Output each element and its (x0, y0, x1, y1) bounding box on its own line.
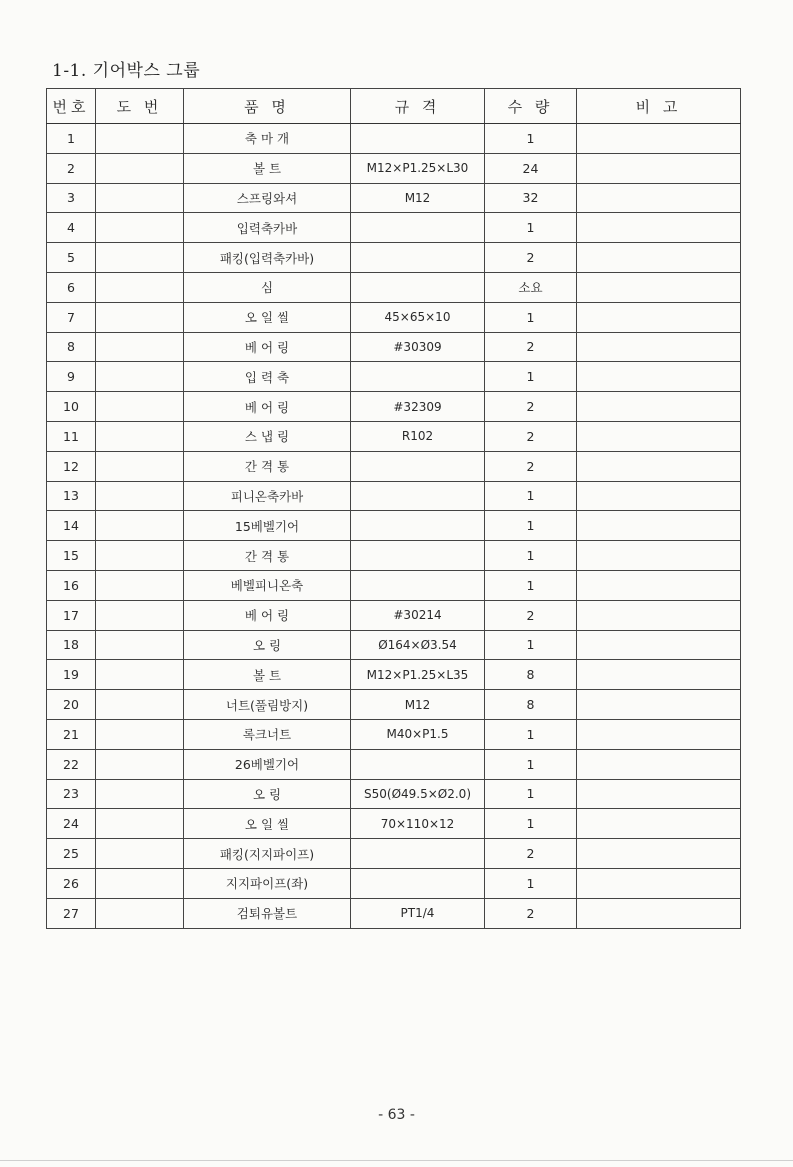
cell-drawing-no (96, 153, 184, 183)
cell-part-name: 간 격 통 (184, 451, 351, 481)
cell-spec (351, 868, 485, 898)
cell-quantity: 1 (485, 749, 577, 779)
table-row (47, 749, 741, 779)
cell-spec: M12 (351, 183, 485, 213)
cell-remarks (577, 451, 741, 481)
cell-drawing-no (96, 779, 184, 809)
cell-part-name: 스 냅 링 (184, 421, 351, 451)
cell-drawing-no (96, 243, 184, 273)
cell-remarks (577, 839, 741, 869)
cell-quantity: 1 (485, 779, 577, 809)
cell-quantity: 8 (485, 690, 577, 720)
cell-part-name: 너트(풀림방지) (184, 690, 351, 720)
cell-number: 24 (47, 809, 96, 839)
cell-number: 19 (47, 660, 96, 690)
cell-spec: #30309 (351, 332, 485, 362)
cell-quantity: 1 (485, 719, 577, 749)
header-spec: 규 격 (351, 89, 485, 124)
table-row (47, 272, 741, 302)
cell-number: 3 (47, 183, 96, 213)
cell-part-name: 26베벨기어 (184, 749, 351, 779)
cell-number: 11 (47, 421, 96, 451)
cell-drawing-no (96, 392, 184, 422)
table-row (47, 124, 741, 154)
cell-spec: #32309 (351, 392, 485, 422)
cell-drawing-no (96, 690, 184, 720)
cell-part-name: 오 링 (184, 779, 351, 809)
cell-part-name: 입 력 축 (184, 362, 351, 392)
table-row (47, 362, 741, 392)
cell-quantity: 1 (485, 362, 577, 392)
cell-number: 15 (47, 541, 96, 571)
cell-drawing-no (96, 481, 184, 511)
table-row (47, 541, 741, 571)
table-row (47, 183, 741, 213)
cell-number: 23 (47, 779, 96, 809)
cell-spec (351, 451, 485, 481)
cell-remarks (577, 511, 741, 541)
header-drawing-no: 도 번 (96, 89, 184, 124)
cell-spec (351, 272, 485, 302)
cell-remarks (577, 481, 741, 511)
cell-number: 12 (47, 451, 96, 481)
cell-part-name: 패킹(지지파이프) (184, 839, 351, 869)
cell-number: 25 (47, 839, 96, 869)
cell-remarks (577, 600, 741, 630)
cell-part-name: 오 링 (184, 630, 351, 660)
cell-quantity: 2 (485, 898, 577, 928)
cell-remarks (577, 272, 741, 302)
cell-remarks (577, 332, 741, 362)
cell-number: 22 (47, 749, 96, 779)
cell-number: 8 (47, 332, 96, 362)
cell-drawing-no (96, 719, 184, 749)
cell-quantity: 1 (485, 124, 577, 154)
cell-spec: PT1/4 (351, 898, 485, 928)
cell-drawing-no (96, 898, 184, 928)
cell-remarks (577, 809, 741, 839)
cell-number: 21 (47, 719, 96, 749)
cell-remarks (577, 124, 741, 154)
cell-number: 17 (47, 600, 96, 630)
cell-spec (351, 541, 485, 571)
cell-part-name: 패킹(입력축카바) (184, 243, 351, 273)
cell-spec: M12×P1.25×L35 (351, 660, 485, 690)
cell-drawing-no (96, 183, 184, 213)
table-row (47, 690, 741, 720)
table-row (47, 302, 741, 332)
cell-part-name: 축 마 개 (184, 124, 351, 154)
table-row (47, 481, 741, 511)
cell-spec (351, 243, 485, 273)
cell-spec (351, 511, 485, 541)
cell-drawing-no (96, 332, 184, 362)
cell-remarks (577, 660, 741, 690)
section-title: 1-1. 기어박스 그룹 (52, 61, 201, 81)
cell-number: 1 (47, 124, 96, 154)
table-row (47, 868, 741, 898)
table-row (47, 570, 741, 600)
cell-drawing-no (96, 451, 184, 481)
cell-part-name: 볼 트 (184, 153, 351, 183)
cell-quantity: 1 (485, 809, 577, 839)
cell-spec (351, 124, 485, 154)
cell-drawing-no (96, 809, 184, 839)
cell-spec (351, 839, 485, 869)
cell-drawing-no (96, 839, 184, 869)
cell-spec (351, 749, 485, 779)
table-row (47, 779, 741, 809)
cell-spec: #30214 (351, 600, 485, 630)
cell-remarks (577, 362, 741, 392)
cell-part-name: 베 어 링 (184, 332, 351, 362)
cell-number: 7 (47, 302, 96, 332)
cell-spec (351, 570, 485, 600)
cell-remarks (577, 243, 741, 273)
header-remarks: 비 고 (577, 89, 741, 124)
cell-part-name: 입력축카바 (184, 213, 351, 243)
cell-spec: M12 (351, 690, 485, 720)
cell-quantity: 2 (485, 243, 577, 273)
cell-remarks (577, 421, 741, 451)
cell-remarks (577, 153, 741, 183)
cell-quantity: 24 (485, 153, 577, 183)
cell-quantity: 1 (485, 570, 577, 600)
header-part-name: 품 명 (184, 89, 351, 124)
table-row (47, 600, 741, 630)
header-quantity: 수 량 (485, 89, 577, 124)
cell-part-name: 베벨피니온축 (184, 570, 351, 600)
cell-remarks (577, 868, 741, 898)
table-row (47, 421, 741, 451)
cell-drawing-no (96, 600, 184, 630)
cell-spec: M12×P1.25×L30 (351, 153, 485, 183)
cell-number: 10 (47, 392, 96, 422)
parts-table (46, 88, 741, 929)
cell-quantity: 1 (485, 213, 577, 243)
cell-remarks (577, 898, 741, 928)
cell-quantity: 32 (485, 183, 577, 213)
cell-remarks (577, 183, 741, 213)
table-row (47, 809, 741, 839)
cell-drawing-no (96, 511, 184, 541)
cell-spec: Ø164×Ø3.54 (351, 630, 485, 660)
table-row (47, 898, 741, 928)
cell-drawing-no (96, 749, 184, 779)
cell-part-name: 지지파이프(좌) (184, 868, 351, 898)
cell-part-name: 검퇴유볼트 (184, 898, 351, 928)
cell-remarks (577, 302, 741, 332)
cell-part-name: 록크너트 (184, 719, 351, 749)
cell-drawing-no (96, 570, 184, 600)
cell-quantity: 2 (485, 451, 577, 481)
cell-remarks (577, 213, 741, 243)
cell-number: 26 (47, 868, 96, 898)
cell-drawing-no (96, 362, 184, 392)
cell-quantity: 2 (485, 600, 577, 630)
cell-drawing-no (96, 630, 184, 660)
cell-drawing-no (96, 213, 184, 243)
cell-remarks (577, 749, 741, 779)
cell-number: 14 (47, 511, 96, 541)
cell-number: 18 (47, 630, 96, 660)
cell-drawing-no (96, 302, 184, 332)
table-row (47, 213, 741, 243)
cell-drawing-no (96, 541, 184, 571)
cell-remarks (577, 630, 741, 660)
table-row (47, 153, 741, 183)
cell-remarks (577, 392, 741, 422)
cell-drawing-no (96, 124, 184, 154)
cell-remarks (577, 690, 741, 720)
cell-number: 20 (47, 690, 96, 720)
cell-quantity: 소요 (485, 272, 577, 302)
cell-part-name: 볼 트 (184, 660, 351, 690)
cell-spec: S50(Ø49.5×Ø2.0) (351, 779, 485, 809)
cell-number: 27 (47, 898, 96, 928)
header-number: 번호 (47, 89, 96, 124)
cell-quantity: 1 (485, 630, 577, 660)
cell-part-name: 심 (184, 272, 351, 302)
cell-number: 4 (47, 213, 96, 243)
cell-spec: M40×P1.5 (351, 719, 485, 749)
cell-part-name: 간 격 통 (184, 541, 351, 571)
cell-number: 5 (47, 243, 96, 273)
table-row (47, 511, 741, 541)
table-row (47, 392, 741, 422)
cell-quantity: 1 (485, 541, 577, 571)
cell-remarks (577, 541, 741, 571)
cell-remarks (577, 779, 741, 809)
cell-quantity: 1 (485, 481, 577, 511)
cell-quantity: 1 (485, 511, 577, 541)
table-row (47, 451, 741, 481)
table-row (47, 243, 741, 273)
cell-quantity: 2 (485, 392, 577, 422)
cell-number: 13 (47, 481, 96, 511)
page-edge-line (0, 1160, 793, 1161)
cell-drawing-no (96, 272, 184, 302)
cell-quantity: 2 (485, 421, 577, 451)
table-row (47, 332, 741, 362)
table-row (47, 839, 741, 869)
cell-spec: 45×65×10 (351, 302, 485, 332)
cell-remarks (577, 570, 741, 600)
cell-part-name: 베 어 링 (184, 392, 351, 422)
cell-drawing-no (96, 868, 184, 898)
cell-part-name: 오 일 씰 (184, 809, 351, 839)
cell-spec (351, 213, 485, 243)
cell-remarks (577, 719, 741, 749)
table-row (47, 630, 741, 660)
cell-spec (351, 362, 485, 392)
cell-quantity: 1 (485, 302, 577, 332)
cell-part-name: 스프링와셔 (184, 183, 351, 213)
cell-quantity: 1 (485, 868, 577, 898)
table-header-row (47, 89, 741, 124)
cell-part-name: 오 일 씰 (184, 302, 351, 332)
table-row (47, 660, 741, 690)
cell-part-name: 피니온축카바 (184, 481, 351, 511)
cell-quantity: 8 (485, 660, 577, 690)
cell-number: 6 (47, 272, 96, 302)
cell-spec: R102 (351, 421, 485, 451)
cell-spec: 70×110×12 (351, 809, 485, 839)
cell-drawing-no (96, 421, 184, 451)
table-row (47, 719, 741, 749)
cell-spec (351, 481, 485, 511)
page-number: - 63 - (378, 1107, 415, 1123)
cell-drawing-no (96, 660, 184, 690)
cell-number: 16 (47, 570, 96, 600)
cell-quantity: 2 (485, 332, 577, 362)
cell-number: 9 (47, 362, 96, 392)
cell-number: 2 (47, 153, 96, 183)
cell-part-name: 15베벨기어 (184, 511, 351, 541)
cell-part-name: 베 어 링 (184, 600, 351, 630)
cell-quantity: 2 (485, 839, 577, 869)
